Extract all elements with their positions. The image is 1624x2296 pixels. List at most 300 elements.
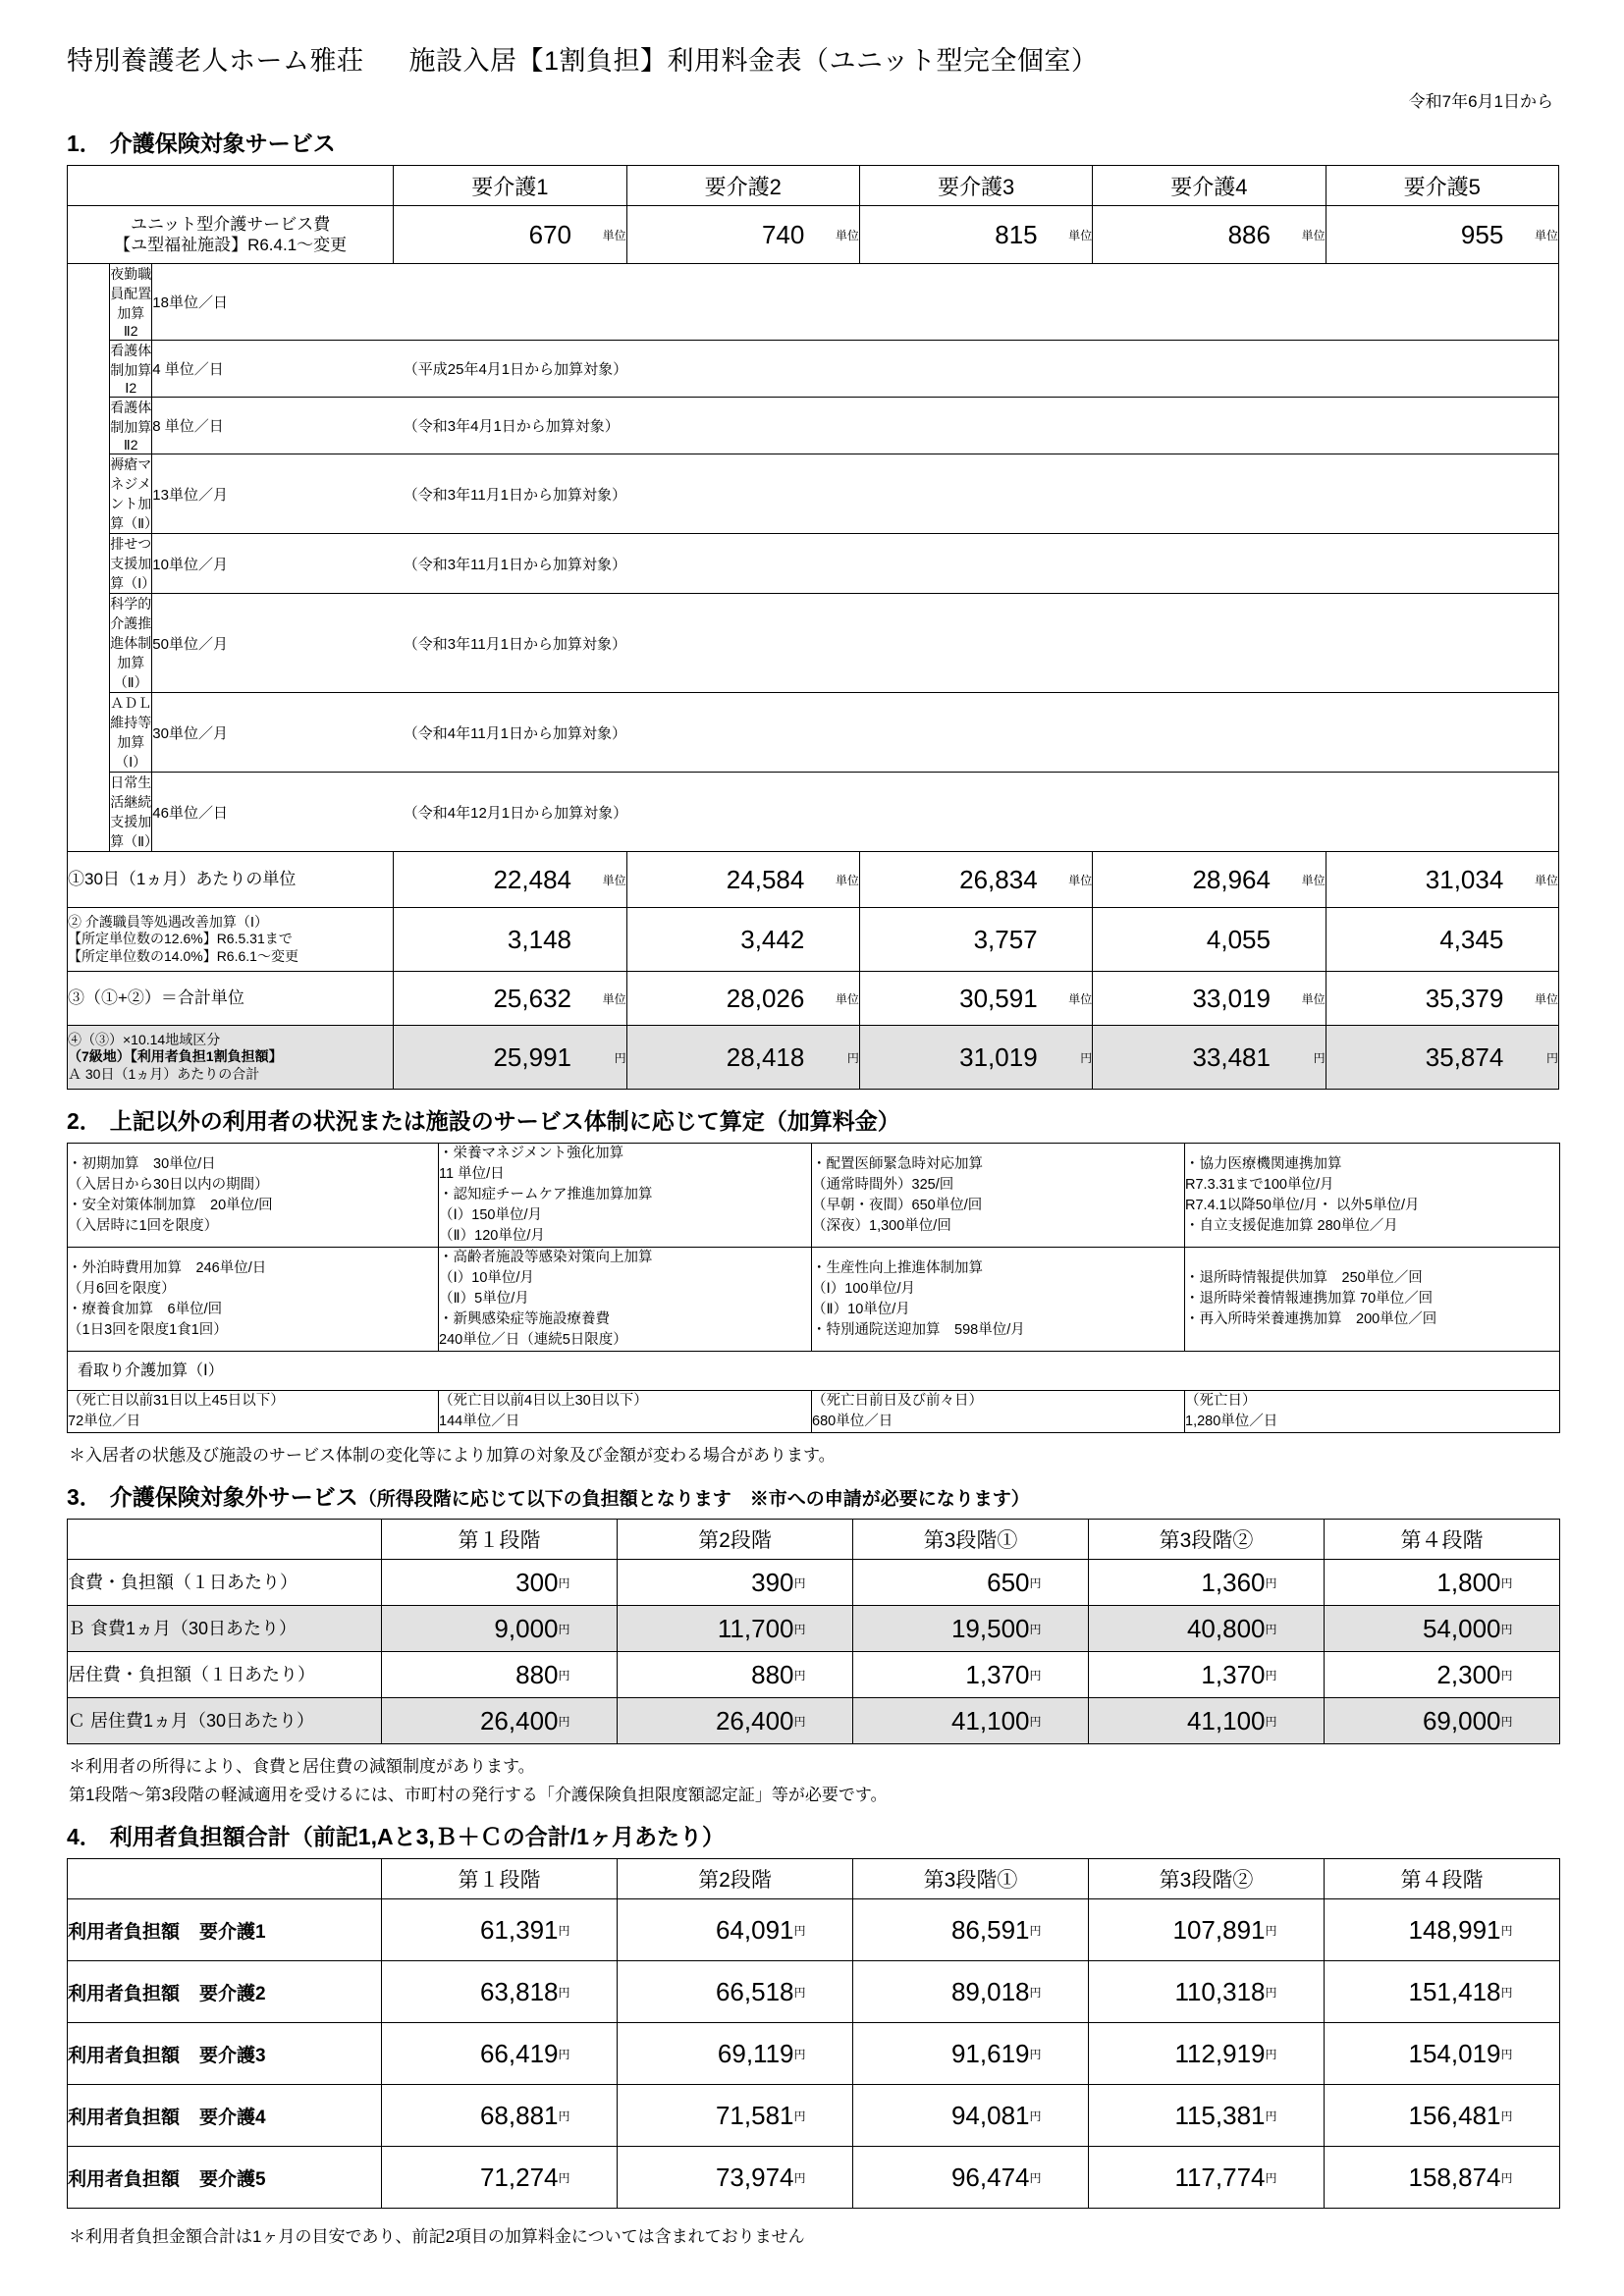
s3-r4-u3: 円: [1030, 1698, 1089, 1744]
base-value-1: 670: [394, 206, 571, 264]
total-row-4: [68, 1026, 1559, 1090]
addon-name-2: 看護体制加算Ⅰ2: [110, 341, 152, 398]
section3-note-2: 第1段階～第3段階の軽減適用を受けるには、市町村の発行する「介護保険負担限度額認定証」等が必要です。: [69, 1786, 888, 1805]
s4-r5-v1: 71,274: [382, 2147, 559, 2209]
section4-row: [68, 2085, 1560, 2147]
addon-name-4: 褥瘡マネジメント加算（Ⅱ）: [110, 454, 152, 534]
s3-r1-u2: 円: [794, 1560, 853, 1606]
s4-r3-v3: 91,619: [853, 2023, 1030, 2085]
base-unit-5: 単位: [1503, 206, 1558, 264]
section3-note-1: ＊利用者の所得により、食費と居住費の減額制度があります。: [69, 1757, 535, 1777]
row2-value-1: 3,148: [394, 908, 571, 972]
col-header-2: 要介護2: [626, 166, 859, 206]
s3-r3-v5: 2,300: [1325, 1652, 1501, 1698]
row4-label-sub2: Ａ 30日（1ヵ月）あたりの合計: [68, 1065, 260, 1082]
s2-line: 144単位／日: [439, 1414, 520, 1430]
section4-note: ＊利用者負担金額合計は1ヶ月の目安であり、前記2項目の加算料金については含まれておりません: [69, 2227, 805, 2247]
s3-r2-v4: 40,800: [1089, 1606, 1266, 1652]
page-title: [67, 39, 1559, 78]
facility-name: 特別養護老人ホーム雅荘: [67, 46, 364, 76]
s3-r4-v1: 26,400: [382, 1698, 559, 1744]
row2-value-4: 4,055: [1093, 908, 1271, 972]
section3-subtitle: （所得段階に応じて以下の負担額となります ※市への申請が必要になります）: [357, 1489, 1030, 1511]
addon-value-8: 46単位／日: [152, 773, 394, 852]
s3-r3-u4: 円: [1266, 1652, 1325, 1698]
s2-line: （月6回を限度）: [68, 1280, 176, 1297]
row3-unit-3: 単位: [1038, 972, 1093, 1026]
addon-row: [68, 594, 1559, 693]
s4-label-main-1: 利用者負担額: [68, 1921, 181, 1943]
row2-unit-3: [1038, 908, 1093, 972]
section2-mitori-row: [68, 1352, 1560, 1391]
s2-line: R7.3.31まで100単位/月: [1185, 1176, 1334, 1193]
base-value-5: 955: [1326, 206, 1503, 264]
s3-col-header-1: 第１段階: [382, 1520, 618, 1560]
row2-value-2: 3,442: [626, 908, 804, 972]
s4-r1-u2: 円: [794, 1899, 853, 1961]
s4-label-sub-3: 要介護3: [199, 2045, 266, 2066]
s2-cell-2-2: [439, 1248, 812, 1352]
row4-value-1: 25,991: [394, 1026, 571, 1090]
s3-r3-u3: 円: [1030, 1652, 1089, 1698]
s2-line: ・特別通院送迎加算 598単位/月: [812, 1321, 1025, 1338]
s4-r4-v3: 94,081: [853, 2085, 1030, 2147]
addon-row: [68, 773, 1559, 852]
s4-r2-v5: 151,418: [1325, 1961, 1501, 2023]
row1-value-3: 26,834: [859, 852, 1037, 908]
row1-value-4: 28,964: [1093, 852, 1271, 908]
s4-r3-v1: 66,419: [382, 2023, 559, 2085]
section3-title: 介護保険対象外サービス: [109, 1484, 358, 1511]
s4-r2-v1: 63,818: [382, 1961, 559, 2023]
section4-number: 4．: [67, 1824, 102, 1850]
s4-r5-v4: 117,774: [1089, 2147, 1266, 2209]
s2-line: （通常時間外）325/回: [812, 1176, 954, 1193]
s3-r2-u2: 円: [794, 1606, 853, 1652]
s3-r4-v5: 69,000: [1325, 1698, 1501, 1744]
addon-block-spacer: [68, 264, 110, 852]
s4-r2-u1: 円: [559, 1961, 618, 2023]
s2-line: （入居日から30日以内の期間）: [68, 1176, 269, 1193]
s2-line: ・療養食加算 6単位/回: [68, 1301, 223, 1317]
s3-r4-v4: 41,100: [1089, 1698, 1266, 1744]
s4-r4-v1: 68,881: [382, 2085, 559, 2147]
table-header-row: [68, 166, 1559, 206]
base-value-4: 886: [1093, 206, 1271, 264]
s3-r1-u1: 円: [559, 1560, 618, 1606]
s3-r1-v1: 300: [382, 1560, 559, 1606]
row4-unit-3: 円: [1038, 1026, 1093, 1090]
s3-r2-u1: 円: [559, 1606, 618, 1652]
s4-r1-v5: 148,991: [1325, 1899, 1501, 1961]
base-value-3: 815: [859, 206, 1037, 264]
row2-unit-1: [571, 908, 626, 972]
row1-value-5: 31,034: [1326, 852, 1503, 908]
col-header-4: 要介護4: [1093, 166, 1326, 206]
s4-r2-u5: 円: [1501, 1961, 1560, 2023]
row3-value-1: 25,632: [394, 972, 571, 1026]
s4-r5-u3: 円: [1030, 2147, 1089, 2209]
s3-row-label-2: Ｂ 食費1ヵ月（30日あたり）: [68, 1606, 382, 1652]
total-row-3: [68, 972, 1559, 1026]
total-row-1: [68, 852, 1559, 908]
row1-unit-4: 単位: [1271, 852, 1326, 908]
row3-value-5: 35,379: [1326, 972, 1503, 1026]
s3-r1-u3: 円: [1030, 1560, 1089, 1606]
row1-unit-5: 単位: [1503, 852, 1558, 908]
s4-r1-v1: 61,391: [382, 1899, 559, 1961]
s2-line: （死亡日前日及び前々日）: [812, 1393, 983, 1410]
s3-r4-u2: 円: [794, 1698, 853, 1744]
section2-number: 2．: [67, 1108, 102, 1134]
row4-label-sub: （7級地）【利用者負担1割負担額】: [68, 1048, 283, 1065]
s4-r4-v5: 156,481: [1325, 2085, 1501, 2147]
section3-row: [68, 1698, 1560, 1744]
s3-r4-v3: 41,100: [853, 1698, 1030, 1744]
row3-unit-4: 単位: [1271, 972, 1326, 1026]
s4-col-header-1: 第１段階: [382, 1859, 618, 1899]
section1-table: [67, 165, 1559, 1090]
s2-line: （Ⅰ）100単位/月: [812, 1280, 915, 1297]
section2-title: 上記以外の利用者の状況または施設のサービス体制に応じて算定（加算料金）: [109, 1108, 900, 1134]
section4-row: [68, 1961, 1560, 2023]
s2-line: ・再入所時栄養連携加算 200単位／回: [1185, 1311, 1437, 1328]
s4-r2-v2: 66,518: [618, 1961, 794, 2023]
addon-name-7: ＡＤＬ維持等加算（Ⅰ）: [110, 693, 152, 773]
addon-value-4: 13単位／月: [152, 454, 394, 534]
s4-r5-u1: 円: [559, 2147, 618, 2209]
s2-line: （深夜）1,300単位/回: [812, 1217, 951, 1234]
s3-r2-u3: 円: [1030, 1606, 1089, 1652]
s3-r2-u4: 円: [1266, 1606, 1325, 1652]
section4-row: [68, 1899, 1560, 1961]
s2-cell-1-1: [68, 1144, 439, 1248]
section3-heading: [67, 1479, 1559, 1512]
row-label-1: ①30日（1ヵ月）あたりの単位: [68, 852, 394, 908]
s4-r5-u2: 円: [794, 2147, 853, 2209]
s4-label-sub-4: 要介護4: [199, 2107, 266, 2128]
s4-r5-v3: 96,474: [853, 2147, 1030, 2209]
s4-label-main-5: 利用者負担額: [68, 2168, 181, 2190]
row2-unit-4: [1271, 908, 1326, 972]
addon-note-4: （令和3年11月1日から加算対象）: [394, 454, 1559, 534]
s4-r3-v5: 154,019: [1325, 2023, 1501, 2085]
s2-line: ・生産性向上推進体制加算: [812, 1259, 983, 1276]
row2-unit-2: [804, 908, 859, 972]
s2-line: （Ⅱ）120単位/月: [439, 1228, 545, 1245]
s3-r2-v5: 54,000: [1325, 1606, 1501, 1652]
s3-row-label-4: Ｃ 居住費1ヵ月（30日あたり）: [68, 1698, 382, 1744]
s2-line: （Ⅱ）10単位/月: [812, 1301, 910, 1317]
s4-r2-u2: 円: [794, 1961, 853, 2023]
addon-name-6: 科学的介護推進体制加算（Ⅱ）: [110, 594, 152, 693]
s3-col-header-3: 第3段階①: [853, 1520, 1089, 1560]
row4-label-main: ④（③）×10.14地域区分: [68, 1031, 221, 1047]
s3-r1-v2: 390: [618, 1560, 794, 1606]
s4-r2-v4: 110,318: [1089, 1961, 1266, 2023]
addon-row: [68, 534, 1559, 594]
section4-row: [68, 2147, 1560, 2209]
s2-line: ・安全対策体制加算 20単位/回: [68, 1197, 273, 1213]
addon-value-7: 30単位／月: [152, 693, 394, 773]
total-row-2: [68, 908, 1559, 972]
addon-row: [68, 341, 1559, 398]
s4-r3-u4: 円: [1266, 2023, 1325, 2085]
s2-cell-3-2: [439, 1391, 812, 1433]
s4-r5-u5: 円: [1501, 2147, 1560, 2209]
s4-r4-u4: 円: [1266, 2085, 1325, 2147]
addon-note-2: （平成25年4月1日から加算対象）: [394, 341, 1559, 398]
section3-number: 3．: [67, 1484, 102, 1511]
s2-line: 11 単位/日: [439, 1166, 505, 1183]
s2-line: ・協力医療機関連携加算: [1185, 1155, 1342, 1172]
s3-r3-u5: 円: [1501, 1652, 1560, 1698]
s3-r3-v3: 1,370: [853, 1652, 1030, 1698]
s4-r3-u2: 円: [794, 2023, 853, 2085]
row2-label-sub2: 【所定単位数の14.0%】R6.6.1～変更: [68, 947, 298, 964]
s4-col-header-3: 第3段階①: [853, 1859, 1089, 1899]
s4-r4-v2: 71,581: [618, 2085, 794, 2147]
s2-cell-3-1: [68, 1391, 439, 1433]
row1-unit-3: 単位: [1038, 852, 1093, 908]
s2-cell-3-3: [812, 1391, 1185, 1433]
addon-note-1: [394, 264, 1559, 341]
addon-name-1: 夜勤職員配置加算Ⅱ2: [110, 264, 152, 341]
col-header-3: 要介護3: [859, 166, 1092, 206]
section3-header-row: [68, 1520, 1560, 1560]
s2-cell-1-4: [1185, 1144, 1560, 1248]
row1-value-2: 24,584: [626, 852, 804, 908]
s2-line: R7.4.1以降50単位/月・ 以外5単位/月: [1185, 1197, 1420, 1213]
row4-unit-1: 円: [571, 1026, 626, 1090]
s3-r2-v1: 9,000: [382, 1606, 559, 1652]
row2-unit-5: [1503, 908, 1558, 972]
s2-line: 72単位／日: [68, 1414, 141, 1430]
s4-r1-u4: 円: [1266, 1899, 1325, 1961]
s4-r1-v3: 86,591: [853, 1899, 1030, 1961]
addon-name-8: 日常生活継続支援加算（Ⅱ）: [110, 773, 152, 852]
s4-r3-u5: 円: [1501, 2023, 1560, 2085]
row3-unit-2: 単位: [804, 972, 859, 1026]
s2-line: 1,280単位／日: [1185, 1414, 1278, 1430]
row-label-3: ③（①+②）＝合計単位: [68, 972, 394, 1026]
section1-number: 1．: [67, 131, 102, 156]
s3-r4-u5: 円: [1501, 1698, 1560, 1744]
s3-r4-u1: 円: [559, 1698, 618, 1744]
row4-unit-2: 円: [804, 1026, 859, 1090]
s4-r5-v5: 158,874: [1325, 2147, 1501, 2209]
s4-label-sub-5: 要介護5: [199, 2168, 266, 2190]
title-main: 施設入居【1割負担】利用料金表（ユニット型完全個室）: [408, 46, 1099, 76]
s3-r3-v4: 1,370: [1089, 1652, 1266, 1698]
row2-label-main: ② 介護職員等処遇改善加算（Ⅰ）: [68, 913, 269, 930]
row3-value-3: 30,591: [859, 972, 1037, 1026]
s3-r2-v2: 11,700: [618, 1606, 794, 1652]
row4-value-5: 35,874: [1326, 1026, 1503, 1090]
base-unit-4: 単位: [1271, 206, 1326, 264]
base-value-2: 740: [626, 206, 804, 264]
section1-title: 介護保険対象サービス: [109, 131, 336, 156]
row4-value-2: 28,418: [626, 1026, 804, 1090]
s2-line: （1日3回を限度1食1回）: [68, 1321, 228, 1338]
s2-line: （Ⅱ）5単位/月: [439, 1291, 529, 1308]
s4-col-header-5: 第４段階: [1325, 1859, 1560, 1899]
s4-r1-u3: 円: [1030, 1899, 1089, 1961]
s4-r4-v4: 115,381: [1089, 2085, 1266, 2147]
section2-row-2: [68, 1248, 1560, 1352]
section2-row-1: [68, 1144, 1560, 1248]
s4-r3-u1: 円: [559, 2023, 618, 2085]
s3-r1-v3: 650: [853, 1560, 1030, 1606]
addon-note-6: （令和3年11月1日から加算対象）: [394, 594, 1559, 693]
s3-r1-u4: 円: [1266, 1560, 1325, 1606]
addon-value-1: 18単位／日: [152, 264, 394, 341]
section3-table: [67, 1519, 1560, 1744]
section2-note: ＊入居者の状態及び施設のサービス体制の変化等により加算の対象及び金額が変わる場合があります。: [69, 1446, 836, 1466]
base-service-row: [68, 206, 1559, 264]
addon-value-2: 4 単位／日: [152, 341, 394, 398]
s2-line: ・初期加算 30単位/日: [68, 1155, 216, 1172]
addon-note-8: （令和4年12月1日から加算対象）: [394, 773, 1559, 852]
s2-line: 680単位／日: [812, 1414, 893, 1430]
s4-r2-v3: 89,018: [853, 1961, 1030, 2023]
section4-heading: [67, 1819, 1559, 1851]
mitori-label: 看取り介護加算（Ⅰ）: [68, 1352, 1560, 1391]
section4-title: 利用者負担額合計（前記1,Aと3,Ｂ＋Ｃの合計/1ヶ月あたり）: [109, 1824, 725, 1850]
s3-row-label-3: 居住費・負担額（１日あたり）: [68, 1652, 382, 1698]
row4-value-3: 31,019: [859, 1026, 1037, 1090]
s2-line: ・配置医師緊急時対応加算: [812, 1155, 983, 1172]
s2-line: （死亡日以前4日以上30日以下）: [439, 1393, 648, 1410]
addon-value-6: 50単位／月: [152, 594, 394, 693]
s3-r3-u2: 円: [794, 1652, 853, 1698]
s4-label-sub-1: 要介護1: [199, 1921, 266, 1943]
addon-row: [68, 693, 1559, 773]
section4-header-row: [68, 1859, 1560, 1899]
row4-unit-4: 円: [1271, 1026, 1326, 1090]
section1-heading: [67, 126, 1559, 158]
addon-note-7: （令和4年11月1日から加算対象）: [394, 693, 1559, 773]
section4-table: [67, 1858, 1560, 2209]
s2-line: ・栄養マネジメント強化加算: [439, 1146, 624, 1161]
s3-col-header-2: 第2段階: [618, 1520, 853, 1560]
s4-col-header-2: 第2段階: [618, 1859, 853, 1899]
addon-name-3: 看護体制加算Ⅱ2: [110, 398, 152, 454]
row2-value-5: 4,345: [1326, 908, 1503, 972]
s2-cell-1-3: [812, 1144, 1185, 1248]
s4-r3-v4: 112,919: [1089, 2023, 1266, 2085]
s2-line: ・外泊時費用加算 246単位/日: [68, 1259, 267, 1276]
s3-r4-u4: 円: [1266, 1698, 1325, 1744]
s4-r2-u3: 円: [1030, 1961, 1089, 2023]
s3-col-header-4: 第3段階②: [1089, 1520, 1325, 1560]
s2-line: ・新興感染症等施設療養費: [439, 1311, 610, 1328]
col-header-5: 要介護5: [1326, 166, 1558, 206]
s4-r3-v2: 69,119: [618, 2023, 794, 2085]
section3-row: [68, 1560, 1560, 1606]
section2-heading: [67, 1103, 1559, 1136]
row3-value-4: 33,019: [1093, 972, 1271, 1026]
col-header-1: 要介護1: [394, 166, 626, 206]
s4-r4-u2: 円: [794, 2085, 853, 2147]
row1-value-1: 22,484: [394, 852, 571, 908]
section3-row: [68, 1652, 1560, 1698]
s4-r5-v2: 73,974: [618, 2147, 794, 2209]
base-service-label-1: ユニット型介護サービス費: [130, 214, 331, 234]
s4-r1-v2: 64,091: [618, 1899, 794, 1961]
s2-cell-2-3: [812, 1248, 1185, 1352]
s2-line: （早朝・夜間）650単位/回: [812, 1197, 983, 1213]
row2-value-3: 3,757: [859, 908, 1037, 972]
s3-r1-v5: 1,800: [1325, 1560, 1501, 1606]
addon-name-5: 排せつ支援加算（Ⅰ）: [110, 534, 152, 594]
s2-line: （Ⅰ）150単位/月: [439, 1207, 542, 1224]
section2-row-3: [68, 1391, 1560, 1433]
row1-unit-2: 単位: [804, 852, 859, 908]
row2-label-sub: 【所定単位数の12.6%】R6.5.31まで: [68, 931, 293, 947]
s4-r5-u4: 円: [1266, 2147, 1325, 2209]
section3-row: [68, 1606, 1560, 1652]
s4-r2-u4: 円: [1266, 1961, 1325, 2023]
row4-unit-5: 円: [1503, 1026, 1558, 1090]
s4-label-main-3: 利用者負担額: [68, 2045, 181, 2066]
s2-cell-3-4: [1185, 1391, 1560, 1433]
s4-r1-v4: 107,891: [1089, 1899, 1266, 1961]
section4-row: [68, 2023, 1560, 2085]
s4-label-main-4: 利用者負担額: [68, 2107, 181, 2128]
s3-r3-u1: 円: [559, 1652, 618, 1698]
s2-line: ・認知症チームケア推進加算加算: [439, 1187, 653, 1203]
s4-r1-u1: 円: [559, 1899, 618, 1961]
s2-line: ・高齢者施設等感染対策向上加算: [439, 1250, 653, 1266]
s2-line: （死亡日以前31日以上45日以下）: [68, 1393, 285, 1410]
base-service-label-2: 【ユ型福祉施設】R6.4.1～変更: [114, 236, 348, 254]
addon-row: [68, 264, 1559, 341]
s2-line: （Ⅰ）10単位/月: [439, 1270, 534, 1287]
effective-date: 令和7年6月1日から: [1408, 92, 1553, 111]
row3-unit-1: 単位: [571, 972, 626, 1026]
s4-r1-u5: 円: [1501, 1899, 1560, 1961]
s3-r1-u5: 円: [1501, 1560, 1560, 1606]
s2-line: ・自立支援促進加算 280単位／月: [1185, 1217, 1398, 1234]
s4-col-header-4: 第3段階②: [1089, 1859, 1325, 1899]
s4-r3-u3: 円: [1030, 2023, 1089, 2085]
s2-line: （入居時に1回を限度）: [68, 1217, 219, 1234]
s3-r3-v1: 880: [382, 1652, 559, 1698]
addon-value-5: 10単位／月: [152, 534, 394, 594]
base-unit-3: 単位: [1038, 206, 1093, 264]
base-unit-2: 単位: [804, 206, 859, 264]
s4-r4-u1: 円: [559, 2085, 618, 2147]
s3-col-header-5: 第４段階: [1325, 1520, 1560, 1560]
s2-cell-1-2: [439, 1144, 812, 1248]
s2-cell-2-1: [68, 1248, 439, 1352]
s2-line: 240単位／日（連続5日限度）: [439, 1332, 627, 1349]
s4-label-main-2: 利用者負担額: [68, 1983, 181, 2004]
addon-note-3: （令和3年4月1日から加算対象）: [394, 398, 1559, 454]
s4-r4-u3: 円: [1030, 2085, 1089, 2147]
addon-value-3: 8 単位／日: [152, 398, 394, 454]
s2-line: （死亡日）: [1185, 1393, 1257, 1410]
s3-row-label-1: 食費・負担額（１日あたり）: [68, 1560, 382, 1606]
s2-cell-2-4: [1185, 1248, 1560, 1352]
s3-r1-v4: 1,360: [1089, 1560, 1266, 1606]
addon-note-5: （令和3年11月1日から加算対象）: [394, 534, 1559, 594]
s4-label-sub-2: 要介護2: [199, 1983, 266, 2004]
s2-line: ・退所時栄養情報連携加算 70単位／回: [1185, 1291, 1434, 1308]
s3-r3-v2: 880: [618, 1652, 794, 1698]
row1-unit-1: 単位: [571, 852, 626, 908]
